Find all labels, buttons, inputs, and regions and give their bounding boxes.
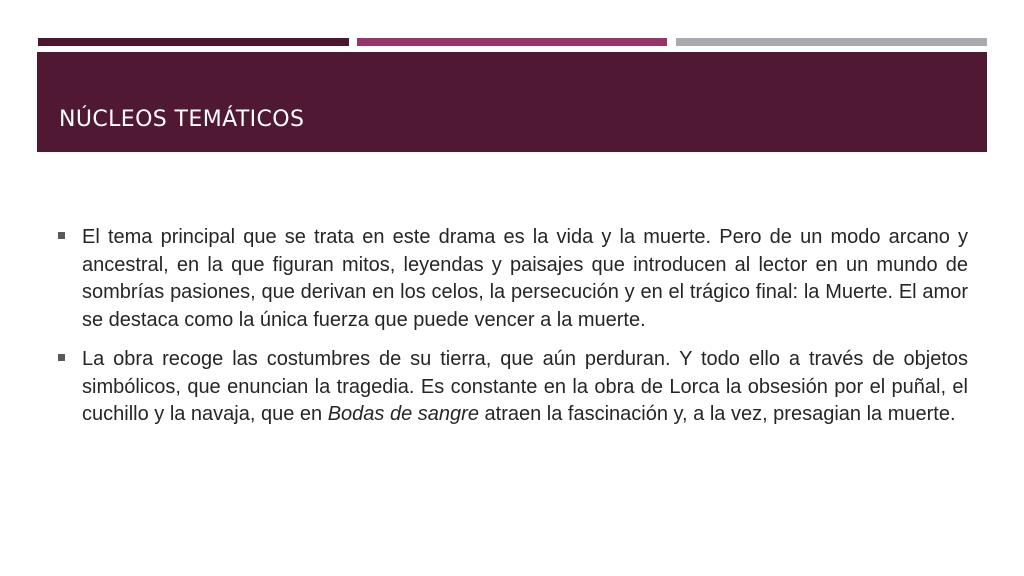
top-accent-bars bbox=[38, 38, 987, 46]
bullet-text-2-start: La obra recoge las costumbres de su tierra, que aún perduran. Y todo ello a través de objetos simbólicos, que enuncian la tragedia. Es constante en la obra de Lorca la obsesión por el puñal, el cuchillo y la navaja, que en bbox=[82, 348, 968, 425]
accent-bar-dark bbox=[38, 38, 349, 46]
book-title-italic: Bodas de sangre bbox=[327, 403, 479, 425]
bullet-text-1: El tema principal que se trata en este drama es la vida y la muerte. Pero de un modo arcano y ancestral, en la que figuran mitos, leyendas y paisajes que introducen al lector en un mundo de sombrías pasiones, que derivan en los celos, la persecución y en el trágico final: la Muerte. El amor se destaca como la única fuerza que puede vencer a la muerte. bbox=[82, 226, 968, 331]
title-band bbox=[37, 52, 987, 152]
square-bullet-icon bbox=[58, 354, 65, 361]
slide-title: NÚCLEOS TEMÁTICOS bbox=[59, 107, 305, 132]
accent-bar-gray bbox=[676, 38, 987, 46]
bullet-text-2-end: atraen la fascinación y, a la vez, presagian la muerte. bbox=[478, 403, 956, 425]
square-bullet-icon bbox=[58, 232, 65, 239]
accent-bar-magenta bbox=[357, 38, 667, 46]
slide-content bbox=[58, 224, 968, 441]
bullet-item-2 bbox=[58, 346, 968, 429]
bullet-item-1 bbox=[58, 224, 968, 334]
bullet-text-2 bbox=[82, 346, 968, 429]
